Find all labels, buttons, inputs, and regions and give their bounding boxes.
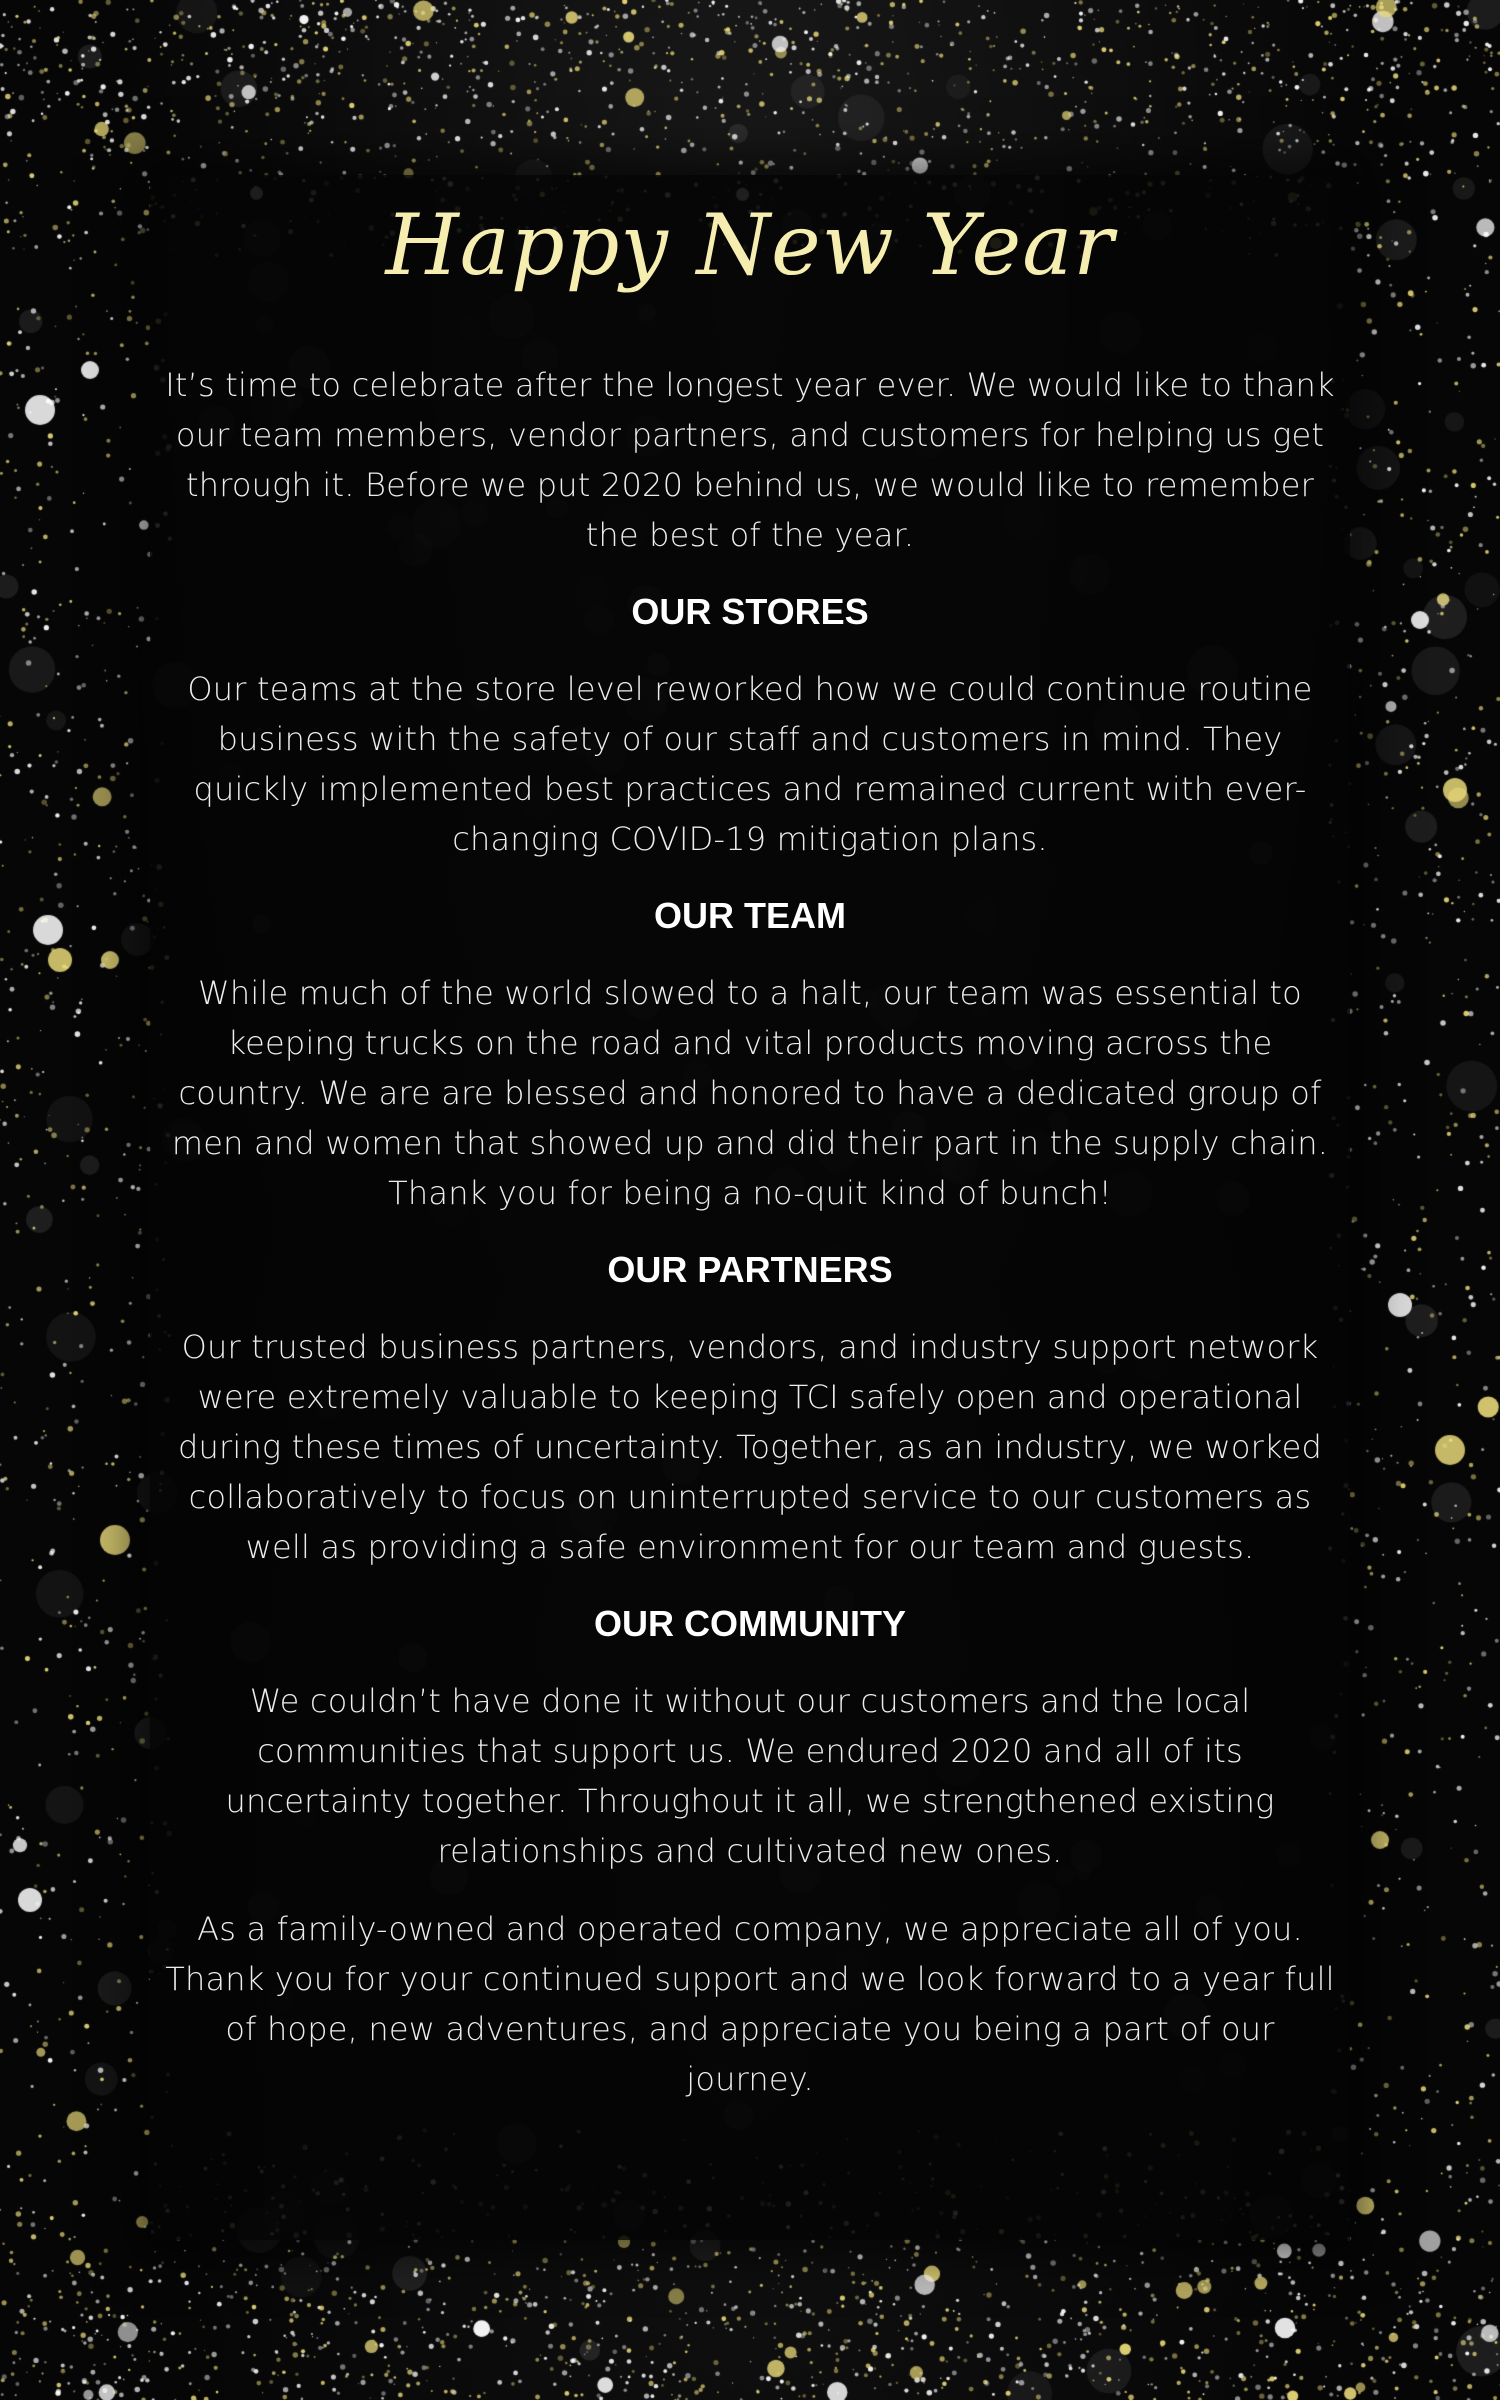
section-body-community: We couldn’t have done it without our customers and the local communities that support us. We endured 2020 and all of its uncertainty together. Throughout it all, we strengthened existing relationships and cultivated new ones. bbox=[225, 1682, 1275, 1870]
intro-paragraph: It’s time to celebrate after the longest year ever. We would like to thank our team members, vendor partners, and customers for helping us get through it. Before we put 2020 behind us, we would like to remember the best of the year. bbox=[165, 366, 1335, 554]
section-heading-team: OUR TEAM bbox=[654, 895, 846, 936]
section-heading-partners: OUR PARTNERS bbox=[607, 1249, 893, 1290]
card-title: Happy New Year bbox=[385, 196, 1115, 294]
card-body bbox=[165, 360, 1335, 2104]
paragraph-spacer bbox=[165, 1876, 1335, 1904]
section-heading-community: OUR COMMUNITY bbox=[594, 1603, 906, 1644]
section-body-partners: Our trusted business partners, vendors, and industry support network were extremely valuable to keeping TCI safely open and operational during these times of uncertainty. Together, as an industry, we worked collaboratively to focus on uninterrupted service to our customers as well as providing a safe environment for our team and guests. bbox=[178, 1328, 1322, 1566]
section-body-stores: Our teams at the store level reworked how we could continue routine business with the safety of our staff and customers in mind. They quickly implemented best practices and remained current with ever-changing COVID-19 mitigation plans. bbox=[187, 670, 1313, 858]
section-body-team: While much of the world slowed to a halt, our team was essential to keeping trucks on the road and vital products moving across the country. We are are blessed and honored to have a dedicated group of men and women that showed up and did their part in the supply chain. Thank you for being a no-quit kind of bunch! bbox=[171, 974, 1329, 1212]
section-heading-stores: OUR STORES bbox=[631, 591, 869, 632]
closing-paragraph: As a family-owned and operated company, we appreciate all of you. Thank you for your continued support and we look forward to a year full of hope, new adventures, and appreciate you being a part of our journey. bbox=[165, 1910, 1335, 2098]
